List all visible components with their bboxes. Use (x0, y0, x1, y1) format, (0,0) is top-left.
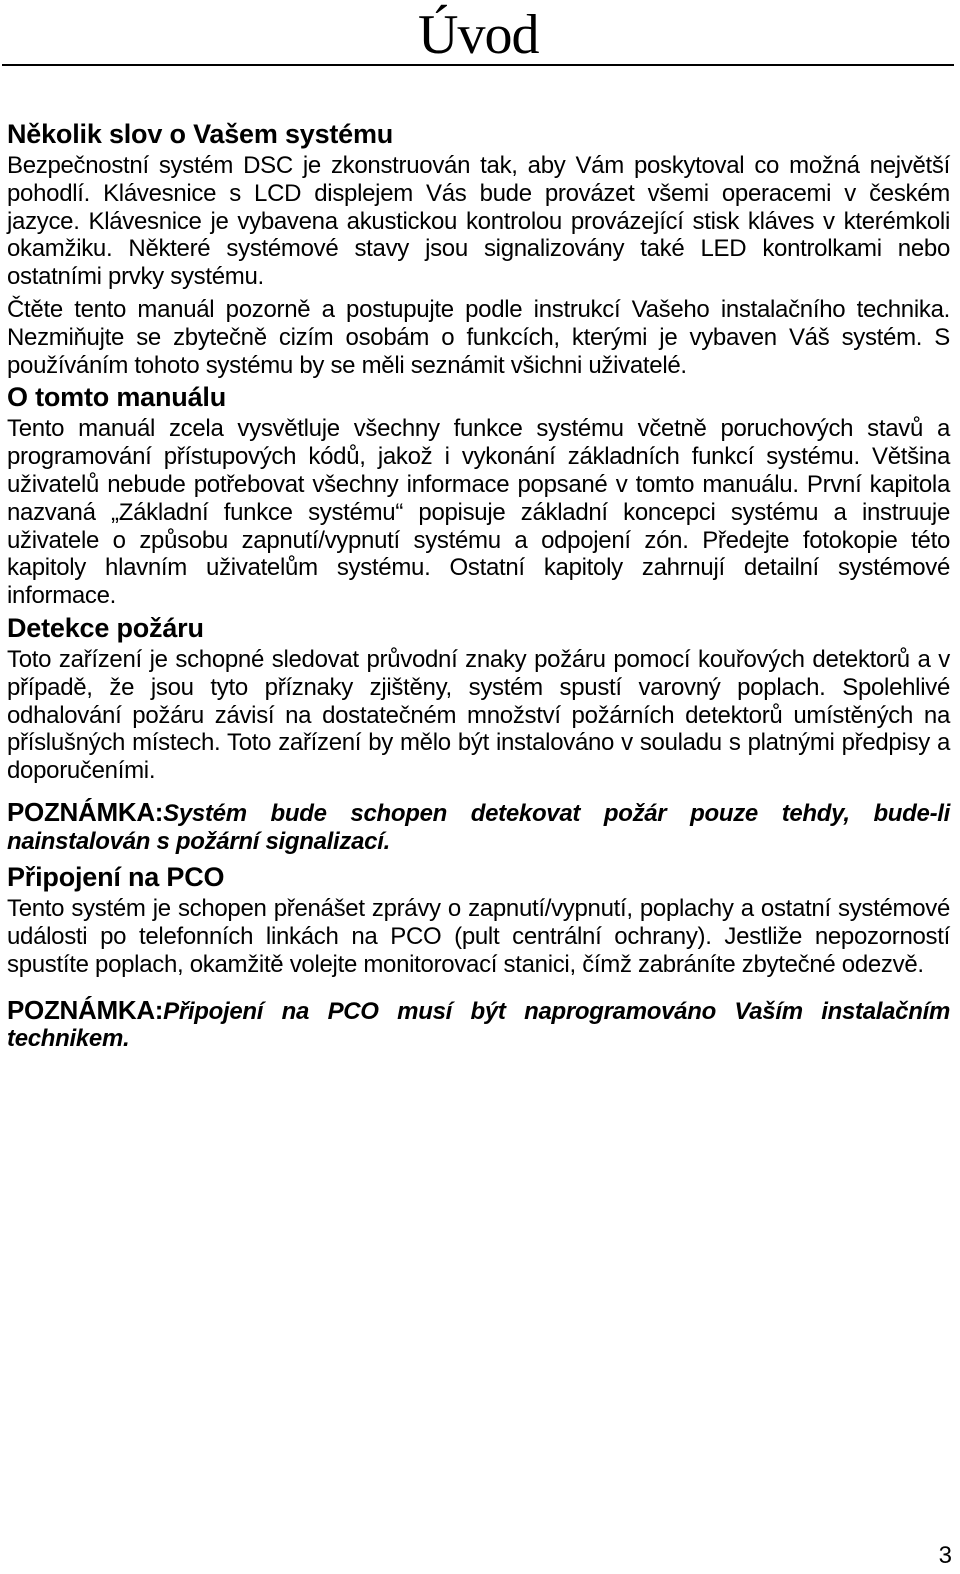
note-label: POZNÁMKA: (7, 994, 164, 1025)
section-fire (7, 610, 950, 855)
paragraph: Toto zařízení je schopné sledovat průvodní znaky požáru pomocí kouřových detektorů a v případě, že jsou tyto příznaky zjištěny, systém spustí varovný poplach. Spolehlivé odhalování požáru závisí na dostatečném množství požárních detektorů umístěných na příslušných místech. Toto zařízení by mělo být instalováno v souladu s platnými předpisy a doporučeními. (7, 645, 950, 785)
paragraph: Bezpečnostní systém DSC je zkonstruován tak, aby Vám poskytoval co možná největší pohodlí. Klávesnice s LCD displejem Vás bude provázet všemi operacemi v českém jazyce. Klávesnice je vybavena akustickou kontrolou provázející stisk kláves v kterémkoli okamžiku. Některé systémové stavy jsou signalizovány také LED kontrolkami nebo ostatními prvky systému. (7, 152, 950, 291)
note (7, 994, 950, 1053)
note-text: Systém bude schopen detekovat požár pouze tehdy, bude-li nainstalován s požární signalizací. (7, 799, 950, 855)
document-body (7, 116, 950, 1053)
section-heading: O tomto manuálu (7, 382, 226, 413)
page-title: Úvod (418, 4, 539, 66)
section-pco (7, 859, 950, 1053)
section-heading: Několik slov o Vašem systému (7, 119, 394, 149)
section-system (7, 116, 950, 379)
section-heading: Připojení na PCO (7, 862, 225, 893)
page-number: 3 (938, 1542, 952, 1569)
section-manual (7, 379, 950, 610)
note-text: Připojení na PCO musí být naprogramováno Vaším instalačním technikem. (7, 997, 950, 1053)
title-divider (2, 64, 954, 66)
paragraph: Čtěte tento manuál pozorně a postupujte podle instrukcí Vašeho instalačního technika. Nezmiňujte se zbytečně cizím osobám o funkcích, kterými je vybaven Váš systém. S používáním tohoto systému by se měli seznámit všichni uživatelé. (7, 295, 950, 379)
note (7, 796, 950, 855)
paragraph: Tento systém je schopen přenášet zprávy o zapnutí/vypnutí, poplachy a ostatní systémové události po telefonních linkách na PCO (pult centrální ochrany). Jestliže nepozorností spustíte poplach, okamžitě volejte monitorovací stanici, čímž zabráníte zbytečné odezvě. (7, 895, 950, 978)
note-label: POZNÁMKA: (7, 796, 164, 827)
section-heading: Detekce požáru (7, 612, 204, 643)
paragraph: Tento manuál zcela vysvětluje všechny funkce systému včetně poruchových stavů a programování přístupových kódů, jakož i vykonání základních funkcí systému. Většina uživatelů nebude potřebovat všechny informace popsané v tomto manuálu. První kapitola nazvaná „Základní funkce systému“ popisuje základní koncepci systému a instruuje uživatele o způsobu zapnutí/vypnutí systému a odpojení zón. Předejte fotokopie této kapitoly hlavním uživatelům systému. Ostatní kapitoly zahrnují detailní systémové informace. (7, 415, 950, 610)
